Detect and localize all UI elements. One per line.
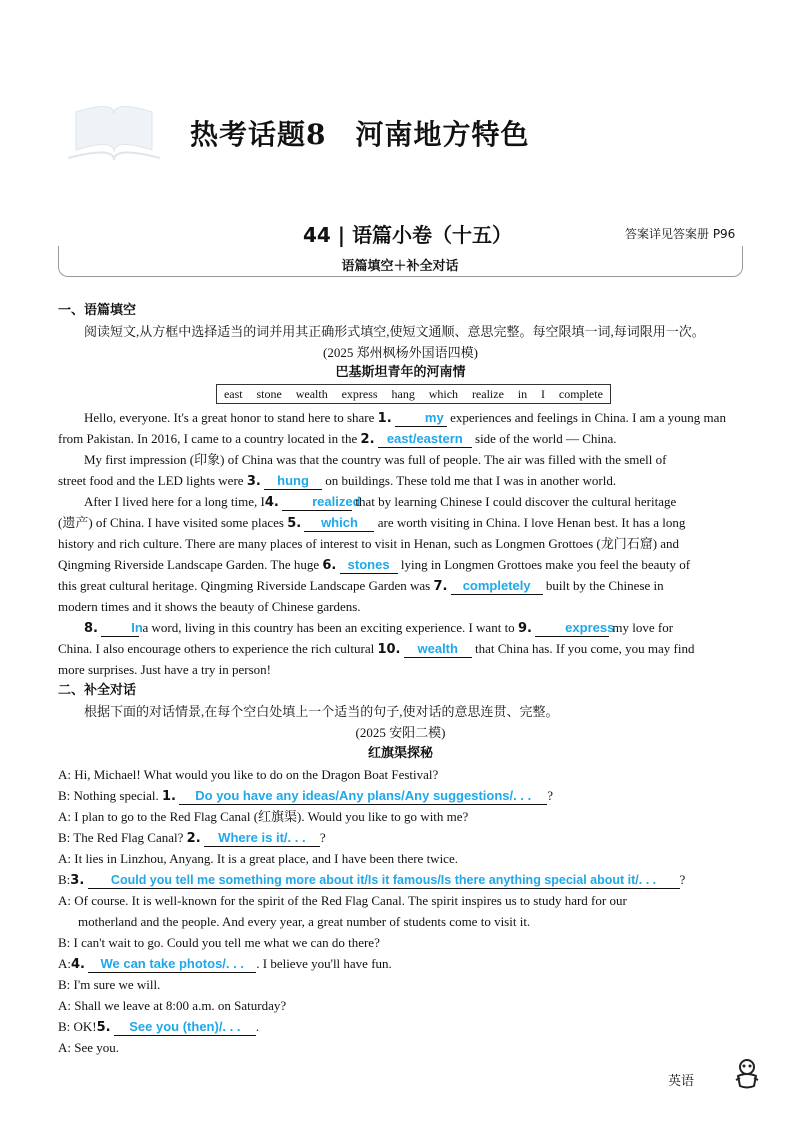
word-bank-item: in [517,386,528,401]
word-bank [216,384,611,404]
dialogue-line: B: I'm sure we will. [58,977,161,992]
dialogue-line: B: I can't wait to go. Could you tell me what we can do there? [58,935,380,950]
answer-reference: 答案详见答案册 P96 [625,227,736,241]
word-bank-item: hang [391,386,415,401]
passage-line: more surprises. Just have a try in person! [58,662,272,677]
dialogue-line: B: The Red Flag Canal? 2. Where is it/. . . ? [58,830,326,846]
topic-title: 热考话题8 河南地方特色 [190,118,530,151]
passage-line: history and rich culture. There are many places of interest to visit in Henan, such as Longmen Grottoes (龙门石窟) and [58,536,680,551]
dialogue-line: B: Nothing special. 1. Do you have any ideas/Any plans/Any suggestions/. . . ? [58,788,554,804]
passage-line: street food and the LED lights were 3. hung on buildings. These told me that I was in another world. [58,473,617,489]
footer-subject: 英语 [668,1074,695,1089]
answer-blank-2[interactable]: east/eastern [378,431,472,448]
word-bank-item: I [541,386,546,401]
word-bank-item: wealth [295,386,328,401]
passage-line: Qingming Riverside Landscape Garden. The huge 6. stones lying in Longmen Grottoes make you feel the beauty of [58,557,691,573]
dialogue-title: 红旗渠探秘 [367,746,433,761]
answer-blank-1[interactable]: my [395,410,447,427]
word-bank-item: stone [256,386,282,401]
section-title: 44 | 语篇小卷（十五） [303,223,513,247]
answer-blank-10[interactable]: wealth [404,641,472,658]
answer-blank-d2[interactable]: Where is it/. . . [204,830,320,847]
word-bank-item: realize [471,386,504,401]
part2-heading: 二、补全对话 [58,683,137,698]
answer-blank-d1[interactable]: Do you have any ideas/Any plans/Any suggestions/. . . [179,788,547,805]
answer-blank-7[interactable]: completely [451,578,543,595]
word-bank-item: east [223,386,243,401]
passage-line: 8. In a word, living in this country has been an exciting experience. I want to 9. express my love for [84,620,674,636]
dialogue-line: A: Of course. It is well-known for the spirit of the Red Flag Canal. The spirit inspires us to study hard for our [58,893,627,908]
passage-line: this great cultural heritage. Qingming Riverside Landscape Garden was 7. completely built by the Chinese in [58,578,664,594]
part2-source: (2025 安阳二模) [355,725,446,740]
dialogue-line: A: It lies in Linzhou, Anyang. It is a great place, and I have been there twice. [58,851,458,866]
dialogue-line: A:4. We can take photos/. . . . I believe you'll have fun. [58,956,392,972]
answer-blank-8[interactable]: In [101,620,139,637]
part2-instruction: 根据下面的对话情景,在每个空白处填上一个适当的句子,使对话的意思连贯、完整。 [84,704,559,719]
part1-heading: 一、语篇填空 [58,303,137,318]
answer-blank-3[interactable]: hung [264,473,322,490]
passage-line: modern times and it shows the beauty of Chinese gardens. [58,599,361,614]
passage-line: (遗产) of China. I have visited some places 5. which are worth visiting in China. I love Henan best. It has a long [58,515,686,531]
passage-line: Hello, everyone. It's a great honor to stand here to share 1. my experiences and feelings in China. I am a young man [84,410,726,426]
dialogue-line: A: Hi, Michael! What would you like to do on the Dragon Boat Festival? [58,767,439,782]
answer-blank-4[interactable]: realized [282,494,352,511]
passage-line: After I lived here for a long time, I4. realized that by learning Chinese I could discover the cultural heritage [84,494,677,510]
dialogue-line: A: Shall we leave at 8:00 a.m. on Saturday? [58,998,287,1013]
answer-blank-d4[interactable]: We can take photos/. . . [88,956,256,973]
dialogue-line: A: I plan to go to the Red Flag Canal (红旗渠). Would you like to go with me? [58,809,469,824]
part1-instruction: 阅读短文,从方框中选择适当的词并用其正确形式填空,使短文通顺、意思完整。每空限填一词,每词限用一次。 [84,324,705,339]
word-bank-item: express [341,386,378,401]
dialogue-line: motherland and the people. And every year, a great number of students come to visit it. [78,914,531,929]
answer-blank-d3[interactable]: Could you tell me something more about it/Is it famous/Is there anything special about it/. . . [88,872,680,889]
section-box-label: 语篇填空＋补全对话 [341,259,459,274]
answer-blank-9[interactable]: express [535,620,609,637]
answer-blank-5[interactable]: which [304,515,374,532]
part1-source: (2025 郑州枫杨外国语四模) [323,345,478,360]
answer-blank-d5[interactable]: See you (then)/. . . [114,1019,256,1036]
passage-line: China. I also encourage others to experience the rich cultural 10. wealth that China has. If you come, you may find [58,641,695,657]
answer-blank-6[interactable]: stones [340,557,398,574]
passage-title: 巴基斯坦青年的河南情 [335,365,466,380]
passage-line: My first impression (印象) of China was that the country was full of people. The air was filled with the smell of [84,452,667,467]
passage-line: from Pakistan. In 2016, I came to a country located in the 2. east/eastern side of the world — China. [58,431,617,447]
word-bank-item: complete [558,386,603,401]
dialogue-line: A: See you. [58,1040,120,1055]
word-bank-item: which [428,386,459,401]
book-icon [68,100,160,162]
mascot-icon [732,1058,762,1090]
dialogue-line: B:3. Could you tell me something more about it/Is it famous/Is there anything special about it/. . . ? [58,872,686,888]
dialogue-line: B: OK!5. See you (then)/. . . . [58,1019,260,1035]
